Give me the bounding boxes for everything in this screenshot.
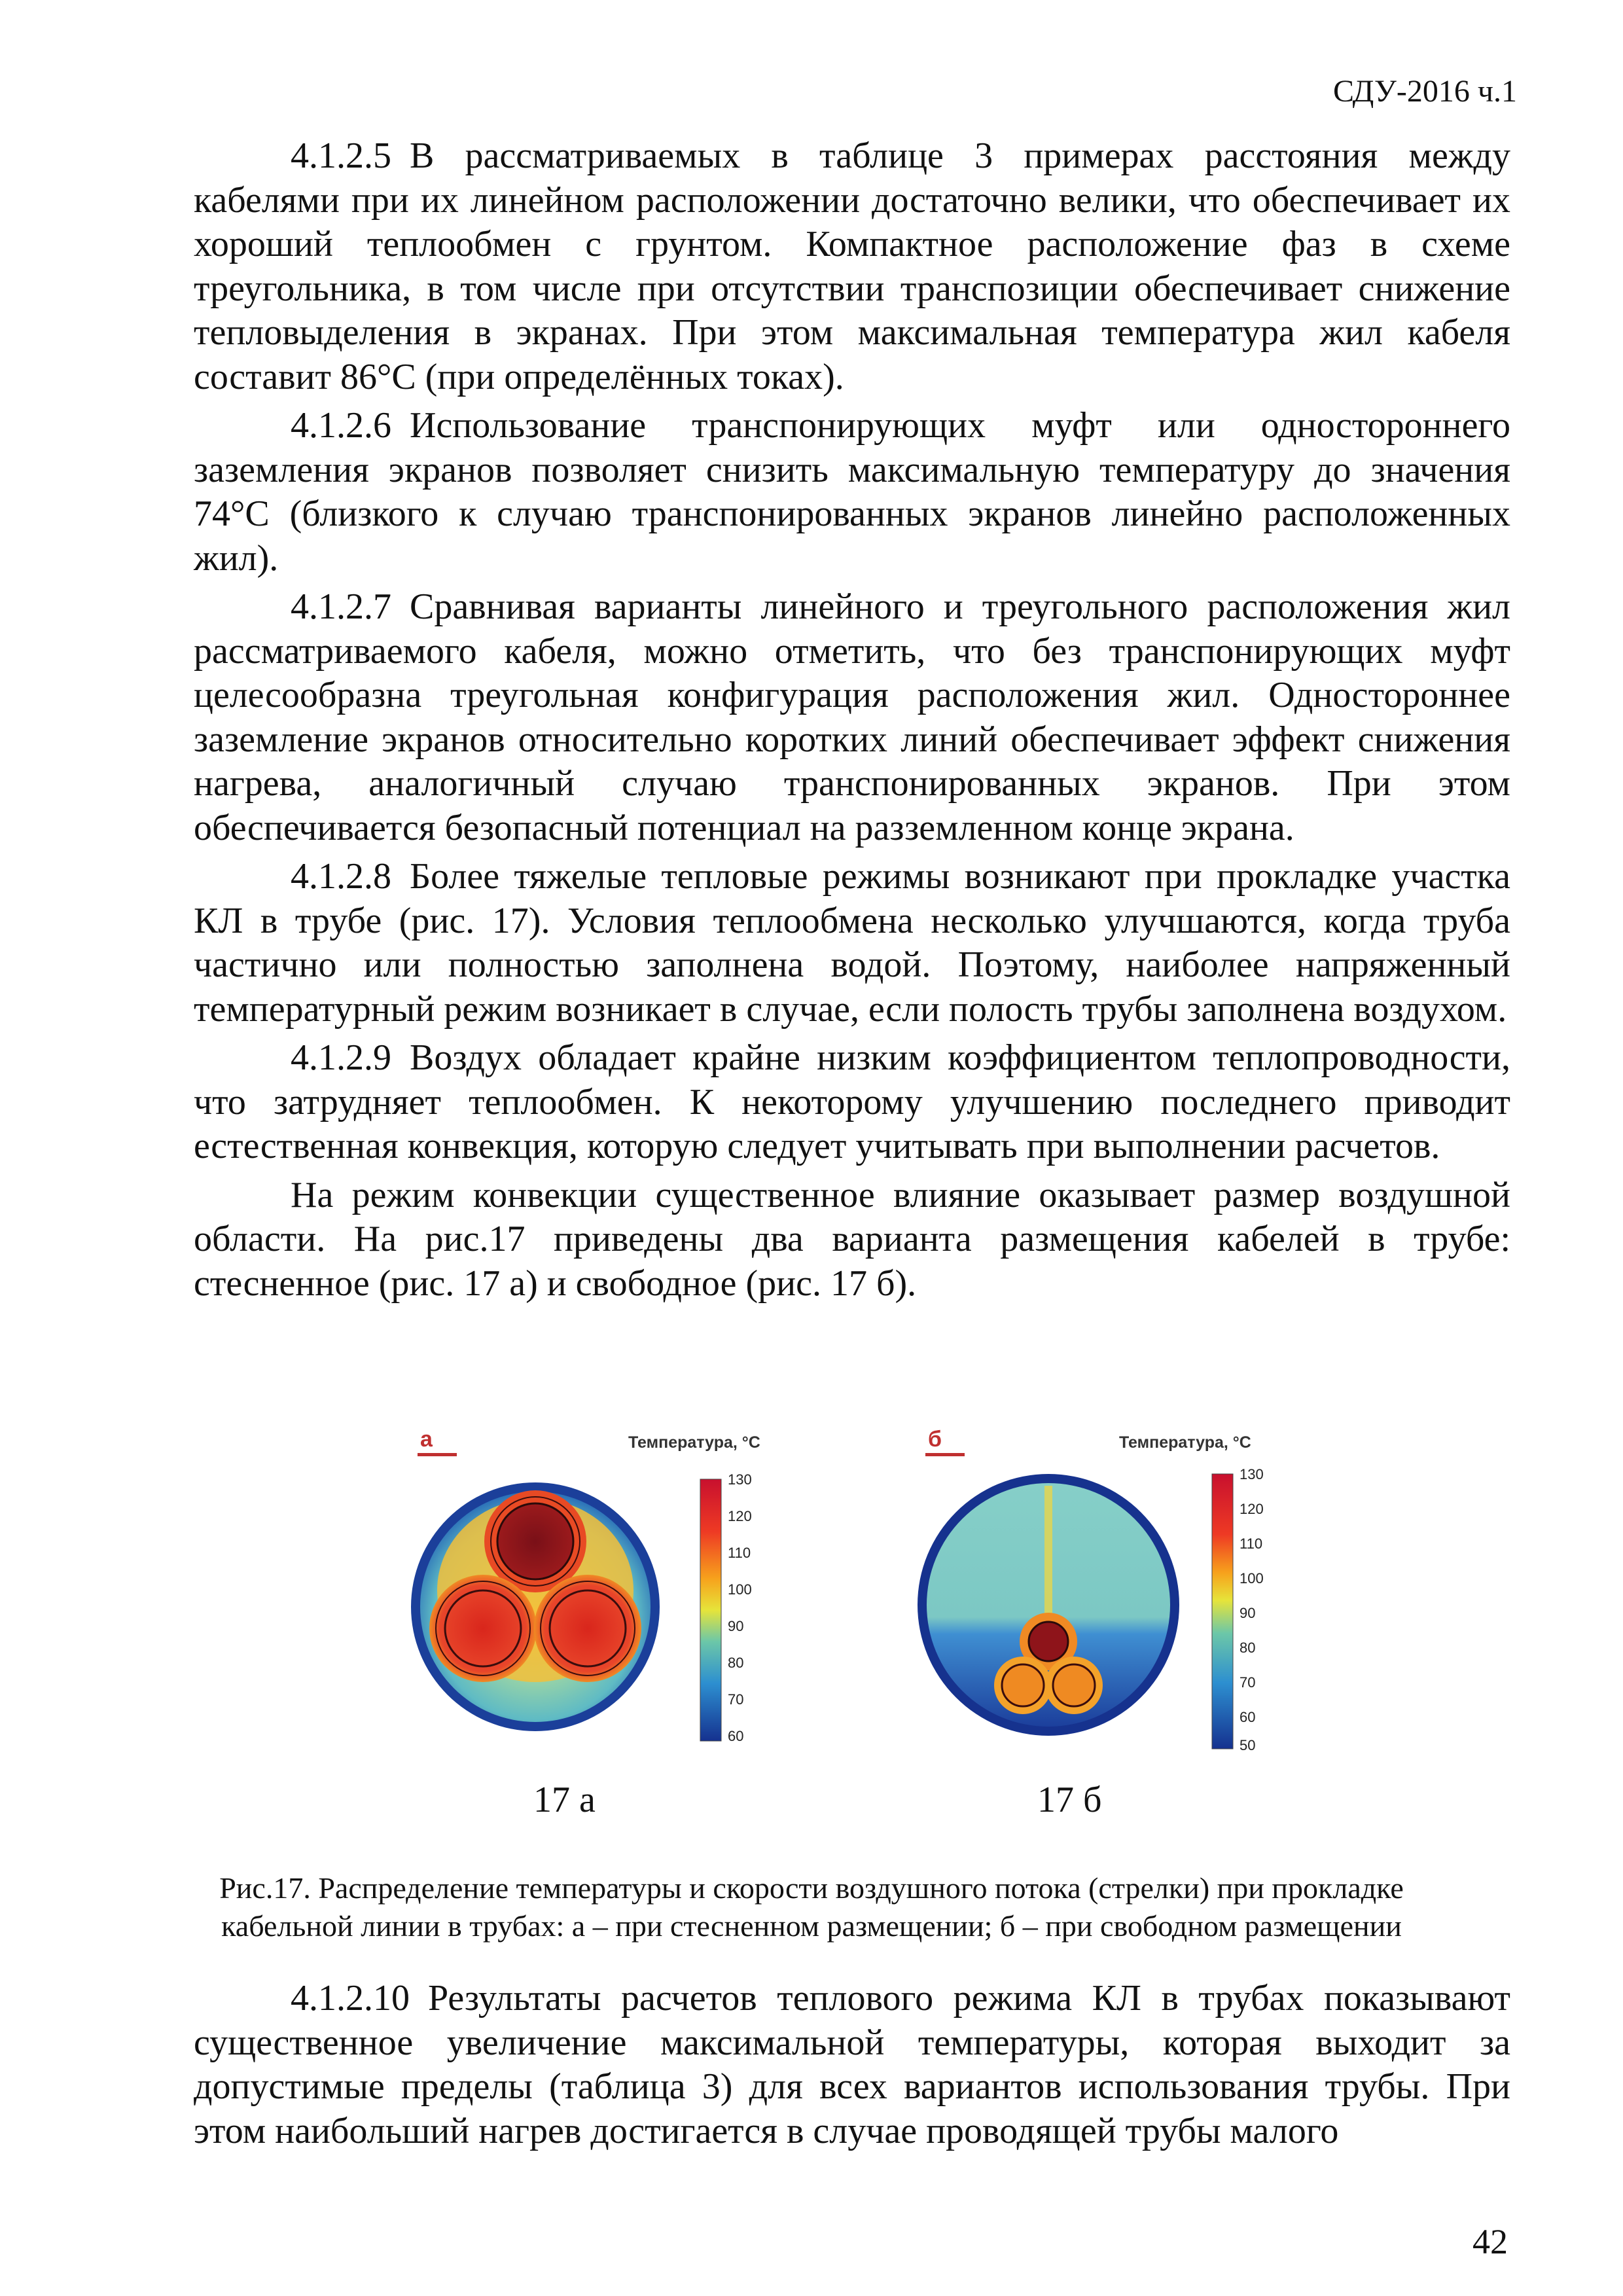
paragraph-number: 4.1.2.6 [291, 405, 391, 446]
scale-tick: 110 [1240, 1535, 1263, 1552]
figure-caption [157, 1869, 1466, 1945]
paragraph-4-1-2-10 [194, 1977, 1510, 2153]
body-text-continued [194, 1977, 1510, 2158]
panel-letter: б [928, 1427, 942, 1452]
color-scale [700, 1479, 721, 1741]
figure-sub-label-a: 17 а [533, 1780, 596, 1820]
paragraph-4-1-2-8 [194, 855, 1510, 1031]
cable-left-core [1002, 1664, 1044, 1706]
paragraph-text: В рассматриваемых в таблице 3 примерах расстояния между кабелями при их линейном расположении достаточно велики, что обеспечивает их хороший теплообмен с грунтом. Компактное расположение фаз в схеме треугольника, в том числе при отсутствии транспозиции обеспечивает снижение тепловыделения в экранах. При этом максимальная температура жил кабеля составит 86°С (при определённых токах). [194, 135, 1510, 397]
paragraph-text: На режим конвекции существенное влияние оказывает размер воздушной области. На рис.17 приведены два варианта размещения кабелей в трубе: стесненное (рис. 17 а) и свободное (рис. 17 б). [194, 1174, 1510, 1304]
scale-tick: 60 [1240, 1709, 1256, 1725]
paragraph-text: Более тяжелые тепловые режимы возникают при прокладке участка КЛ в трубе (рис. 17). Условия теплообмена несколько улучшаются, когда труба частично или полностью заполнена водой. Поэтому, наиболее напряженный температурный режим возникает в случае, если полость трубы заполнена воздухом. [194, 856, 1510, 1030]
scale-tick: 100 [728, 1581, 752, 1598]
scale-tick: 120 [728, 1508, 752, 1524]
color-scale [1212, 1474, 1233, 1749]
paragraph-number: 4.1.2.8 [291, 856, 391, 897]
cable-top-core [1029, 1622, 1068, 1661]
body-text [194, 134, 1510, 1310]
cable-right-core [1053, 1664, 1095, 1706]
scale-title: Температура, °С [628, 1433, 760, 1452]
panel-a [406, 1420, 798, 1820]
scale-tick: 90 [1240, 1605, 1256, 1621]
caption-line: кабельной линии в трубах: а – при стесненном размещении; б – при свободном размещении [221, 1909, 1402, 1943]
scale-tick: 130 [1240, 1466, 1264, 1482]
scale-tick: 110 [728, 1545, 751, 1561]
scale-tick: 70 [1240, 1674, 1256, 1691]
figure-17 [406, 1420, 1335, 1846]
paragraph-4-1-2-7 [194, 585, 1510, 850]
scale-tick: 70 [728, 1691, 744, 1708]
scale-tick: 130 [728, 1471, 752, 1488]
paragraph-text: Результаты расчетов теплового режима КЛ в трубах показывают существенное увеличение максимальной температуры, которая выходит за допустимые пределы (таблица 3) для всех вариантов использования трубы. При этом наибольший нагрев достигается в случае проводящей трубы малого [194, 1978, 1510, 2151]
paragraph-number: 4.1.2.7 [291, 586, 391, 627]
scale-tick: 80 [728, 1655, 744, 1671]
panel-letter: а [420, 1427, 433, 1452]
paragraph-4-1-2-9 [194, 1036, 1510, 1169]
scale-tick: 50 [1240, 1737, 1256, 1753]
paragraph-number: 4.1.2.5 [291, 135, 391, 176]
paragraph-convection [194, 1174, 1510, 1306]
caption-line: Рис.17. Распределение температуры и скорости воздушного потока (стрелки) при прокладке [219, 1871, 1404, 1905]
scale-tick: 100 [1240, 1570, 1264, 1587]
scale-title: Температура, °С [1119, 1433, 1251, 1452]
scale-tick: 120 [1240, 1501, 1264, 1517]
convection-plume [1044, 1486, 1052, 1617]
paragraph-text: Сравнивая варианты линейного и треугольного расположения жил рассматриваемого кабеля, можно отметить, что без транспонирующих муфт целесообразна треугольная конфигурация расположения жил. Одностороннее заземление экранов относительно коротких линий обеспечивает эффект снижения нагрева, аналогичный случаю транспонированных экранов. При этом обеспечивается безопасный потенциал на разземленном конце экрана. [194, 586, 1510, 848]
cable-top-core [497, 1503, 573, 1579]
paragraph-text: Воздух обладает крайне низким коэффициентом теплопроводности, что затрудняет теплообмен. К некоторому улучшению последнего приводит естественная конвекция, которую следует учитывать при выполнении расчетов. [194, 1037, 1510, 1166]
paragraph-4-1-2-6 [194, 404, 1510, 581]
scale-tick: 60 [728, 1728, 744, 1744]
paragraph-number: 4.1.2.10 [291, 1978, 410, 2018]
thermal-plot-a [406, 1420, 798, 1761]
scale-tick: 90 [728, 1618, 744, 1634]
document-header-code: СДУ-2016 ч.1 [1332, 74, 1517, 109]
paragraph-4-1-2-5 [194, 134, 1510, 399]
scale-bar [418, 1453, 457, 1456]
thermal-plot-b [916, 1420, 1309, 1761]
panel-b [916, 1420, 1309, 1820]
scale-tick: 80 [1240, 1640, 1256, 1656]
paragraph-number: 4.1.2.9 [291, 1037, 391, 1078]
page-number: 42 [1472, 2222, 1508, 2261]
figure-sub-label-b: 17 б [1037, 1780, 1102, 1820]
paragraph-text: Использование транспонирующих муфт или одностороннего заземления экранов позволяет снизить максимальную температуру до значения 74°С (близкого к случаю транспонированных экранов линейно расположенных жил). [194, 405, 1510, 579]
scale-bar [925, 1453, 965, 1456]
